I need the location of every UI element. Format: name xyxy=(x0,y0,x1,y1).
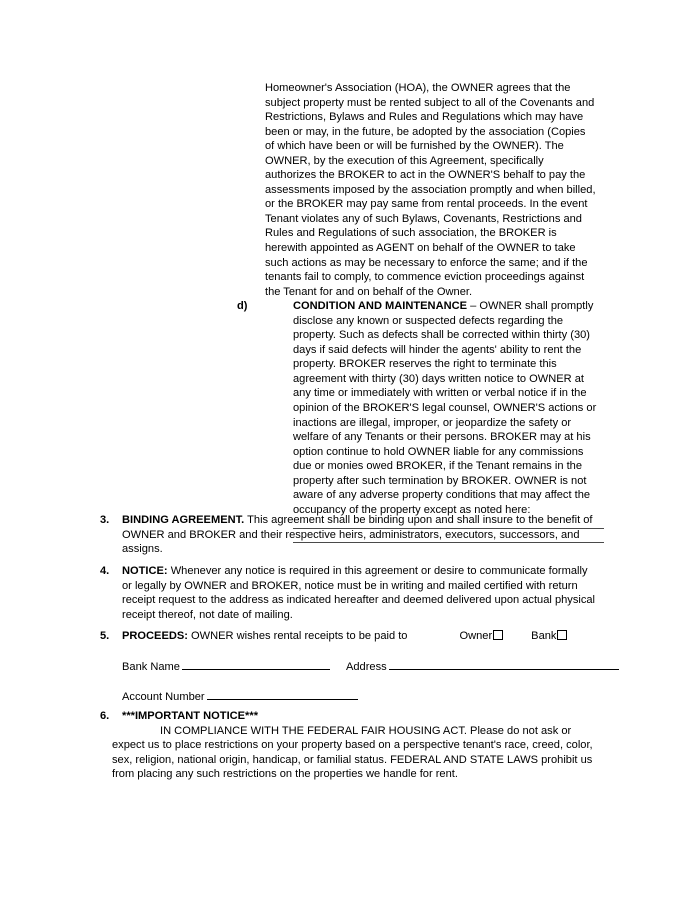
section-4-body: Whenever any notice is required in this agreement or desire to communicate formally or legally by OWNER and BROKER, notice must be in writing and mailed certified with return receipt request to the address as indicated hereafter and deemed delivered upon actual physical receipt thereof, not date of mailing. xyxy=(122,565,596,621)
proceeds-owner-label: Owner xyxy=(459,630,493,642)
section-6-heading: ***IMPORTANT NOTICE*** xyxy=(122,710,259,722)
bank-name-address-row xyxy=(122,658,597,675)
section-3-body: This agreement shall be binding upon and shall insure to the benefit of OWNER and BROKER and their respective heirs, administrators, executors, successors, and assigns. xyxy=(122,514,593,556)
section-5-number: 5. xyxy=(100,630,110,642)
section-4-heading: NOTICE: xyxy=(122,565,168,577)
section-5-row xyxy=(100,629,597,705)
clause-d-marker: d) xyxy=(237,300,248,313)
clause-d-text xyxy=(293,299,597,517)
section-3-number: 3. xyxy=(100,514,110,526)
clause-d-heading: CONDITION AND MAINTENANCE xyxy=(293,300,468,313)
clause-d-body: – OWNER shall promptly disclose any known or suspected defects regarding the property. Such as defects shall be corrected within thirty (30) days if said defects will hinder the agents' ability to rent the property. BROKER reserves the right to terminate this agreement with thirty (30) days written notice to OWNER at any time or immediately with written or verbal notice if in the opinion of the BROKER'S legal counsel, OWNER'S actions or inactions are illegal, improper, or jeopardize the safety or welfare of any Tenants or their persons. BROKER may at his option continue to hold OWNER liable for any commissions due or monies owed BROKER, if the Tenant remains in the property after such termination by BROKER. OWNER is not aware of any adverse property conditions that may affect the occupancy of the property except as noted here: xyxy=(293,300,597,516)
bank-name-label: Bank Name xyxy=(122,660,180,673)
section-3-row xyxy=(100,513,597,557)
section-4-text xyxy=(122,564,597,622)
section-binding-agreement xyxy=(100,513,597,557)
section-6-body: IN COMPLIANCE WITH THE FEDERAL FAIR HOUSING ACT. Please do not ask or expect us to place restrictions on your property based on a perspective tenant's race, creed, color, sex, religion, national origin, handicap, or familial status. FEDERAL AND STATE LAWS prohibit us from placing any such restrictions on the properties we handle for rent. xyxy=(112,724,593,781)
proceeds-owner-option[interactable] xyxy=(459,629,503,644)
account-number-input[interactable] xyxy=(207,688,358,700)
address-label: Address xyxy=(345,660,387,673)
section-5-headline xyxy=(122,629,597,644)
section-5-body: OWNER wishes rental receipts to be paid to xyxy=(187,630,408,642)
proceeds-owner-checkbox[interactable] xyxy=(493,630,503,640)
hoa-continued-paragraph: Homeowner's Association (HOA), the OWNER agrees that the subject property must be rented subject to all of the Covenants and Restrictions, Bylaws and Rules and Regulations which may have been or may, in the future, be adopted by the association (Copies of which have been or will be furnished by the OWNER). The OWNER, by the execution of this Agreement, specifically authorizes the BROKER to act in the OWNER'S behalf to pay the assessments imposed by the association promptly and when billed, or the BROKER may pay same from rental proceeds. In the event Tenant violates any of such Bylaws, Covenants, Restrictions and Rules and Regulations of such association, the BROKER is herewith appointed as AGENT on behalf of the OWNER to take such actions as may be necessary to enforce the same; and if the tenants fail to comply, to commence eviction proceedings against the Tenant for and on behalf of the Owner. xyxy=(265,82,596,298)
section-6-row xyxy=(100,709,600,724)
account-number-label: Account Number xyxy=(122,691,205,704)
section-6-number: 6. xyxy=(100,710,110,722)
section-4-row xyxy=(100,564,597,622)
section-4-number: 4. xyxy=(100,565,110,577)
address-input[interactable] xyxy=(389,658,619,670)
indented-clause-block xyxy=(237,81,597,555)
proceeds-bank-label: Bank xyxy=(531,630,557,642)
section-3-heading: BINDING AGREEMENT. xyxy=(122,514,245,526)
section-6-body-block xyxy=(112,724,600,782)
section-proceeds xyxy=(100,629,597,705)
proceeds-bank-option[interactable] xyxy=(531,629,567,644)
bank-name-input[interactable] xyxy=(182,658,330,670)
section-5-heading: PROCEEDS: xyxy=(122,630,188,642)
section-notice xyxy=(100,564,597,622)
section-important-notice xyxy=(100,709,600,782)
account-number-row xyxy=(122,688,597,705)
section-3-text xyxy=(122,513,597,557)
proceeds-bank-checkbox[interactable] xyxy=(557,630,567,640)
